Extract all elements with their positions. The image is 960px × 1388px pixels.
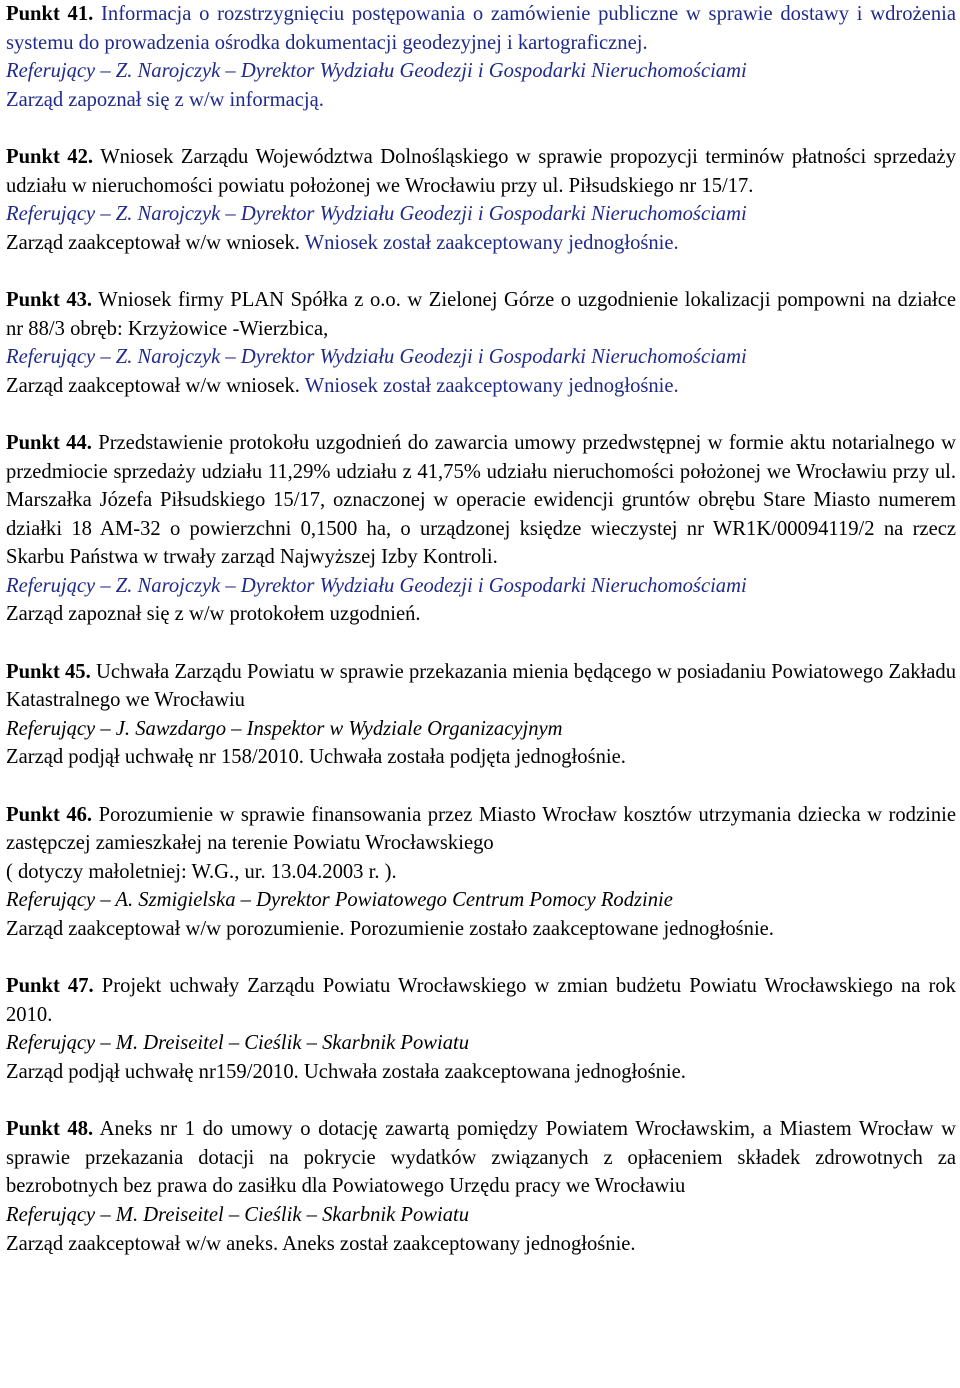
agenda-item-46 xyxy=(6,801,956,944)
item-referent: Referujący – M. Dreiseitel – Cieślik – Skarbnik Powiatu xyxy=(6,1032,470,1055)
protocol-document xyxy=(6,0,956,1287)
item-referent: Referujący – M. Dreiseitel – Cieślik – Skarbnik Powiatu xyxy=(6,1203,470,1226)
item-description xyxy=(6,143,956,200)
item-result: Zarząd podjął uchwałę nr159/2010. Uchwała została zaakceptowana jednogłośnie. xyxy=(6,1060,686,1083)
item-label: Punkt 47. xyxy=(6,975,94,998)
item-text: Porozumienie w sprawie finansowania przez Miasto Wrocław kosztów utrzymania dziecka w rodzinie zastępczej zamieszkałej na terenie Powiatu Wrocławskiego xyxy=(6,803,956,855)
agenda-item-41 xyxy=(6,0,956,114)
item-text: Wniosek firmy PLAN Spółka z o.o. w Zielonej Górze o uzgodnienie lokalizacji pompowni na działce nr 88/3 obręb: Krzyżowice -Wierzbica, xyxy=(6,288,956,340)
agenda-item-43 xyxy=(6,286,956,400)
item-description xyxy=(6,429,956,572)
item-description xyxy=(6,801,956,858)
item-result-line xyxy=(6,372,956,401)
item-result: Zarząd podjął uchwałę nr 158/2010. Uchwała została podjęta jednogłośnie. xyxy=(6,746,626,769)
item-label: Punkt 48. xyxy=(6,1118,94,1141)
item-text: Wniosek Zarządu Województwa Dolnośląskiego w sprawie propozycji terminów płatności sprzedaży udziału w nieruchomości powiatu położonej we Wrocławiu przy ul. Piłsudskiego nr 15/17. xyxy=(6,145,956,197)
item-referent: Referujący – Z. Narojczyk – Dyrektor Wydziału Geodezji i Gospodarki Nieruchomościami xyxy=(6,346,747,369)
item-text: Informacja o rozstrzygnięciu postępowania o zamówienie publiczne w sprawie dostawy i wdrożenia systemu do prowadzenia ośrodka dokumentacji geodezyjnej i kartograficznej. xyxy=(6,3,956,54)
item-text: Aneks nr 1 do umowy o dotację zawartą pomiędzy Powiatem Wrocławskim, a Miastem Wrocław w sprawie przekazania dotacji na pokrycie wydatków związanych z opłaceniem składek zdrowotnych za bezrobotnych bez prawa do zasiłku dla Powiatowego Urzędu pracy we Wrocławiu xyxy=(6,1118,956,1198)
item-label: Punkt 42. xyxy=(6,145,94,168)
item-note: ( dotyczy małoletniej: W.G., ur. 13.04.2003 r. ). xyxy=(6,860,397,883)
item-referent: Referujący – Z. Narojczyk – Dyrektor Wydziału Geodezji i Gospodarki Nieruchomościami xyxy=(6,60,747,83)
item-label: Punkt 46. xyxy=(6,803,93,826)
item-referent: Referujący – J. Sawzdargo – Inspektor w Wydziale Organizacyjnym xyxy=(6,717,563,740)
item-label: Punkt 45. xyxy=(6,660,91,683)
item-label: Punkt 44. xyxy=(6,431,92,454)
agenda-item-47 xyxy=(6,972,956,1086)
agenda-item-44 xyxy=(6,429,956,629)
item-result: Zarząd zaakceptował w/w aneks. Aneks został zaakceptowany jednogłośnie. xyxy=(6,1232,636,1255)
item-result: Zarząd zapoznał się z w/w protokołem uzgodnień. xyxy=(6,603,421,626)
item-result: Zarząd zapoznał się z w/w informacją. xyxy=(6,88,324,111)
item-result-line xyxy=(6,229,956,258)
item-text: Projekt uchwały Zarządu Powiatu Wrocławskiego w zmian budżetu Powiatu Wrocławskiego na rok 2010. xyxy=(6,975,956,1026)
agenda-item-42 xyxy=(6,143,956,257)
item-text: Przedstawienie protokołu uzgodnień do zawarcia umowy przedwstępnej w formie aktu notarialnego w przedmiocie sprzedaży udziału 11,29% udziału z 41,75% udziału nieruchomości położonej we Wrocławiu przy ul. Marszałka Józefa Piłsudskiego 15/17, oznaczonej w operacie ewidencji gruntów obrębu Stare Miasto numerem działki 18 AM-32 o powierzchni 0,1500 ha, o urządzonej księdze wieczystej nr WR1K/00094119/2 na rzecz Skarbu Państwa w trwały zarząd Najwyższej Izby Kontroli. xyxy=(6,431,956,569)
item-text: Uchwała Zarządu Powiatu w sprawie przekazania mienia będącego w posiadaniu Powiatowego Zakładu Katastralnego we Wrocławiu xyxy=(6,660,956,712)
item-result-vote: Wniosek został zaakceptowany jednogłośnie. xyxy=(304,231,679,254)
item-referent: Referujący – Z. Narojczyk – Dyrektor Wydziału Geodezji i Gospodarki Nieruchomościami xyxy=(6,574,747,597)
item-result: Zarząd zaakceptował w/w porozumienie. Porozumienie zostało zaakceptowane jednogłośnie. xyxy=(6,918,774,940)
item-label: Punkt 41. xyxy=(6,3,94,25)
item-referent: Referujący – A. Szmigielska – Dyrektor Powiatowego Centrum Pomocy Rodzinie xyxy=(6,889,673,912)
item-description xyxy=(6,972,956,1029)
item-description xyxy=(6,286,956,343)
item-referent: Referujący – Z. Narojczyk – Dyrektor Wydziału Geodezji i Gospodarki Nieruchomościami xyxy=(6,203,747,226)
item-description xyxy=(6,658,956,715)
item-result-vote: Wniosek został zaakceptowany jednogłośnie. xyxy=(304,374,679,397)
item-result: Zarząd zaakceptował w/w wniosek. xyxy=(6,374,300,397)
agenda-item-48 xyxy=(6,1115,956,1258)
item-label: Punkt 43. xyxy=(6,288,93,311)
item-result: Zarząd zaakceptował w/w wniosek. xyxy=(6,231,300,254)
agenda-item-45 xyxy=(6,658,956,772)
item-description xyxy=(6,0,956,57)
item-description xyxy=(6,1115,956,1201)
